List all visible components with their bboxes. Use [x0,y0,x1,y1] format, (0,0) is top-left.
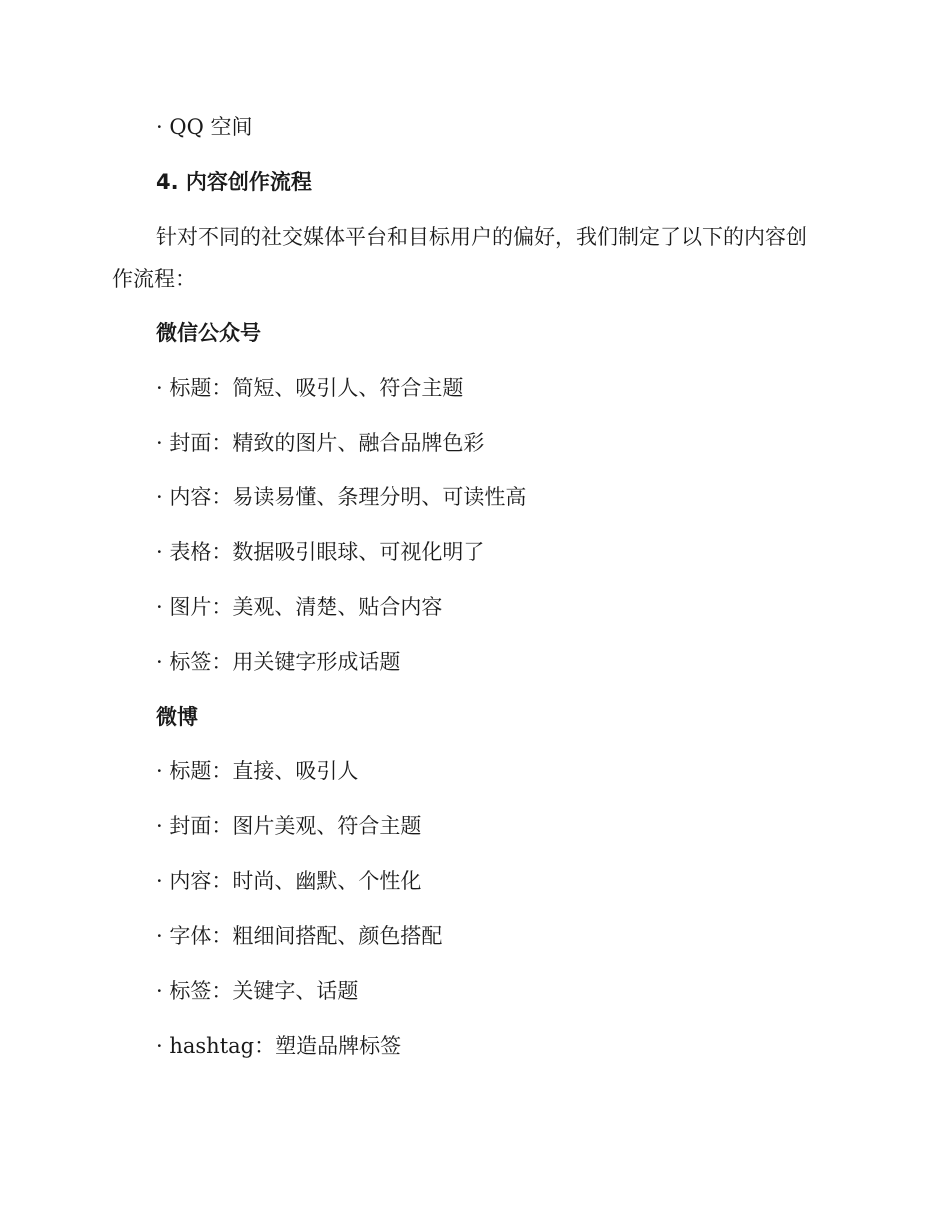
list-item: · 封面：图片美观、符合主题 [156,814,422,838]
list-item: · 标题：直接、吸引人 [156,759,359,783]
list-item: · 内容：时尚、幽默、个性化 [156,869,422,893]
subheading-wechat: 微信公众号 [156,321,261,345]
list-item: · 内容：易读易懂、条理分明、可读性高 [156,485,527,509]
list-item: · 图片：美观、清楚、贴合内容 [156,595,443,619]
list-item: · 标签：关键字、话题 [156,979,359,1003]
intro-paragraph-line-1: 针对不同的社交媒体平台和目标用户的偏好，我们制定了以下的内容创 [156,225,807,249]
list-item: · 表格：数据吸引眼球、可视化明了 [156,540,485,564]
list-item: · 标题：简短、吸引人、符合主题 [156,376,464,400]
list-item: · 字体：粗细间搭配、颜色搭配 [156,924,443,948]
intro-paragraph-line-2: 作流程： [112,267,196,291]
section-title: 4. 内容创作流程 [156,170,312,194]
list-item: · hashtag：塑造品牌标签 [156,1034,402,1058]
list-item: · 封面：精致的图片、融合品牌色彩 [156,431,485,455]
list-item: · 标签：用关键字形成话题 [156,650,401,674]
subheading-weibo: 微博 [156,705,198,729]
list-item-qq-zone: · QQ 空间 [156,115,253,139]
